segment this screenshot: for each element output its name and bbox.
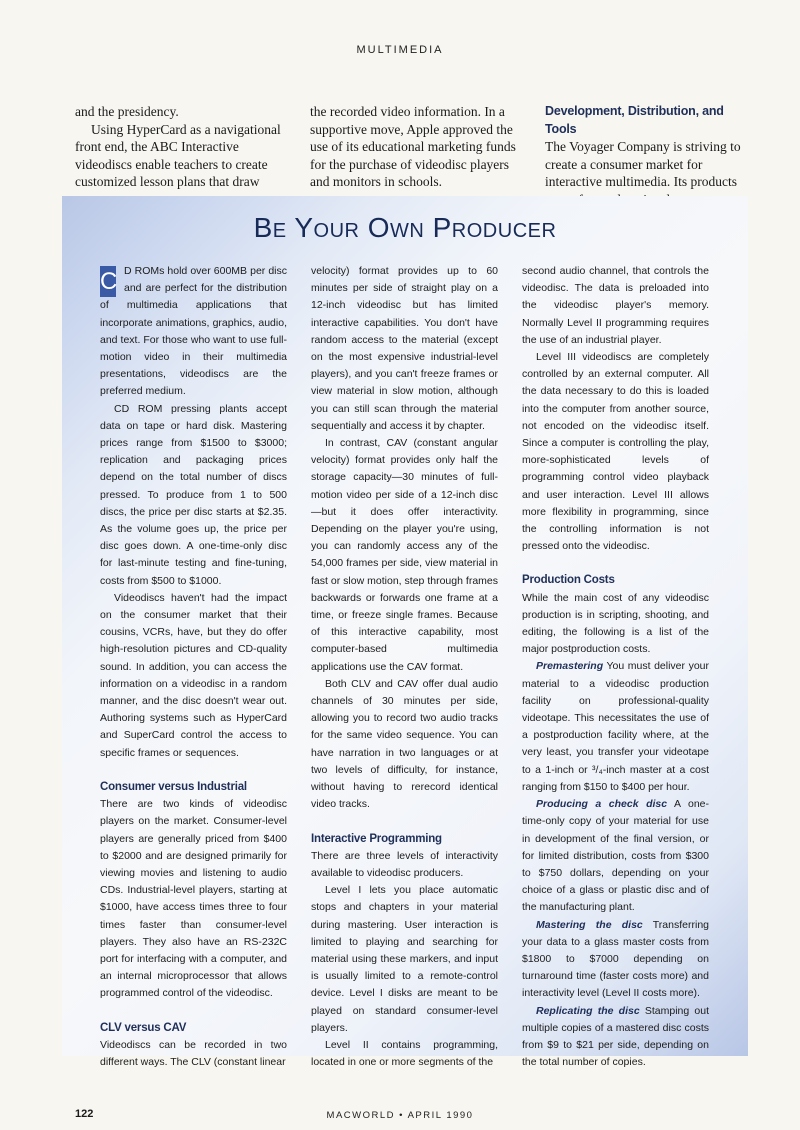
magazine-footer: MACWORLD • APRIL 1990 (326, 1110, 474, 1121)
run-in-heading: Mastering the disc (536, 918, 643, 931)
paragraph: and the presidency. (75, 104, 179, 119)
paragraph: velocity) format provides up to 60 minutes per side of straight play on a 12-inch videodisc but has limited interactive capabilities. You don't have random access to the material (except on the most expensive industrial-level players), and you can't freeze frames or view material in slow motion, although you can still scan through the material sequentially and access it by chapter. (311, 265, 498, 432)
subheading: Interactive Programming (311, 832, 442, 845)
paragraph: Level III videodiscs are completely controlled by an external computer. All the data necessary to do this is loaded into the computer from another source, not encoded on the videodisc itself. Since a computer is controlling the play, more-sophisticated levels of programming control video playback and user interaction. Level III allows more flexibility in programming, since the controlling information is not pressed onto the videodisc. (522, 351, 709, 553)
paragraph-text: You must deliver your material to a videodisc production facility on professional-quality videotape. This necessitates the use of a postproduction facility where, at the very least, you transfer your videotape to a 1-inch or ³/₄-inch master at a cost ranging from $150 to $400 per hour. (522, 660, 709, 793)
paragraph (522, 658, 709, 796)
sidebar-column-3 (522, 263, 709, 1071)
paragraph: second audio channel, that controls the videodisc. The data is preloaded into the videodisc player's memory. Normally Level II programming requires the use of an industrial player. (522, 265, 709, 346)
paragraph: Using HyperCard as a navigational front end, the ABC Interactive videodiscs enable teachers to create customized lesson plans that draw (75, 121, 281, 189)
paragraph: Both CLV and CAV offer dual audio channels of 30 minutes per side, allowing you to record two audio tracks for the same video sequence. You can have narration in two languages or at two levels of difficulty, for instance, without having to rerecord identical video tracks. (311, 677, 498, 811)
subheading: Development, Distribution, and Tools (545, 104, 724, 136)
run-in-heading: Replicating the disc (536, 1004, 640, 1017)
paragraph-text: Transferring your data to a glass master costs from $1800 to $7000 depending on turnaround time (faster costs more) and interactivity level (Level II costs more). (522, 918, 709, 1000)
subheading: Production Costs (522, 574, 615, 587)
paragraph: There are two kinds of videodisc players on the market. Consumer-level players are generally priced from $400 to $2000 and are designed primarily for viewing movies and listening to audio CDs. Industrial-level players, starting at $1000, have access times three to four times faster than consumer-level players. They also have an RS-232C port for interfacing with a computer, and an internal microprocessor that allows programmed control of the videodisc. (100, 798, 287, 1000)
paragraph: the recorded video information. In a supportive move, Apple approved the use of its educational marketing funds for the purchase of videodisc players and monitors in schools. (310, 104, 516, 189)
paragraph: While the main cost of any videodisc production is in scripting, shooting, and editing, the following is a list of the major postproduction costs. (522, 591, 709, 656)
paragraph: Videodiscs can be recorded in two different ways. The CLV (constant linear (100, 1038, 287, 1068)
section-header: MULTIMEDIA (356, 44, 444, 56)
paragraph: CD ROM pressing plants accept data on tape or hard disk. Mastering prices range from $1500 to $3000; replication and packaging prices depend on the total number of discs pressed. To produce from 1 to 500 discs, the price per disc starts at $2.35. As the volume goes up, the price per disc goes down. A one-time-only disc for last-minute testing and fine-tuning, costs from $500 to $1000. (100, 402, 287, 587)
paragraph: Videodiscs haven't had the impact on the consumer market that their cousins, VCRs, have, but they do offer high-resolution pictures and CD-quality sound. In addition, you can access the information on a videodisc in a random manner, and the disc doesn't wear out. Authoring systems such as HyperCard and SuperCard control the access to specific frames or sequences. (100, 591, 287, 759)
sidebar-column-1 (100, 263, 287, 1071)
sidebar-column-2 (311, 263, 498, 1071)
subheading: Consumer versus Industrial (100, 780, 247, 793)
paragraph: There are three levels of interactivity available to videodisc producers. (311, 849, 498, 879)
paragraph: Level I lets you place automatic stops and chapters in your material during mastering. User interaction is limited to playing and searching for material using these markers, and input is usually limited to a remote-control device. Level I disks are meant to be played on standard consumer-level players. (311, 884, 498, 1034)
run-in-heading: Premastering (536, 660, 604, 673)
paragraph (522, 796, 709, 916)
paragraph-text: D ROMs hold over 600MB per disc and are perfect for the distribution of multimedia applications that incorporate animations, graphics, audio, and text. For those who want to use full-motion video in their multimedia presentations, videodiscs are the preferred medium. (100, 265, 287, 398)
paragraph (100, 263, 287, 401)
sidebar-box (62, 196, 748, 1069)
paragraph: Level II contains programming, located in one or more segments of the (311, 1038, 498, 1069)
paragraph: In contrast, CAV (constant angular velocity) format provides only half the storage capacity—30 minutes of full-motion video per side of a 12-inch disc—but it does offer interactivity. Depending on the player you're using, you can randomly access any of the 54,000 frames per side, view material in fast or slow motion, step through frames backwards or forwards one frame at a time, or freeze single frames. Because of this interactive capability, most computer-based multimedia applications use the CAV format. (311, 437, 498, 673)
drop-cap: C (100, 268, 118, 295)
run-in-heading: Producing a check disc (536, 798, 668, 811)
paragraph-text: Stamping out multiple copies of a mastered disc costs from $9 to $21 per side, depending on the total number of copies. (522, 1004, 710, 1069)
subheading: CLV versus CAV (100, 1021, 187, 1034)
sidebar-title: Be Your Own Producer (253, 212, 557, 243)
paragraph (522, 917, 709, 1003)
paragraph-text: A one-time-only copy of your material for use in development of the final version, or for limited distribution, costs from $300 to $750 dollars, depending on your choice of a glass or plastic disc and of the manufacturing plant. (522, 798, 710, 914)
page-number: 122 (75, 1108, 94, 1120)
paragraph (522, 1003, 709, 1072)
sidebar-columns (100, 263, 710, 1071)
paragraph: The Voyager Company is striving to create a consumer market for interactive multimedia. Its products (545, 139, 741, 189)
